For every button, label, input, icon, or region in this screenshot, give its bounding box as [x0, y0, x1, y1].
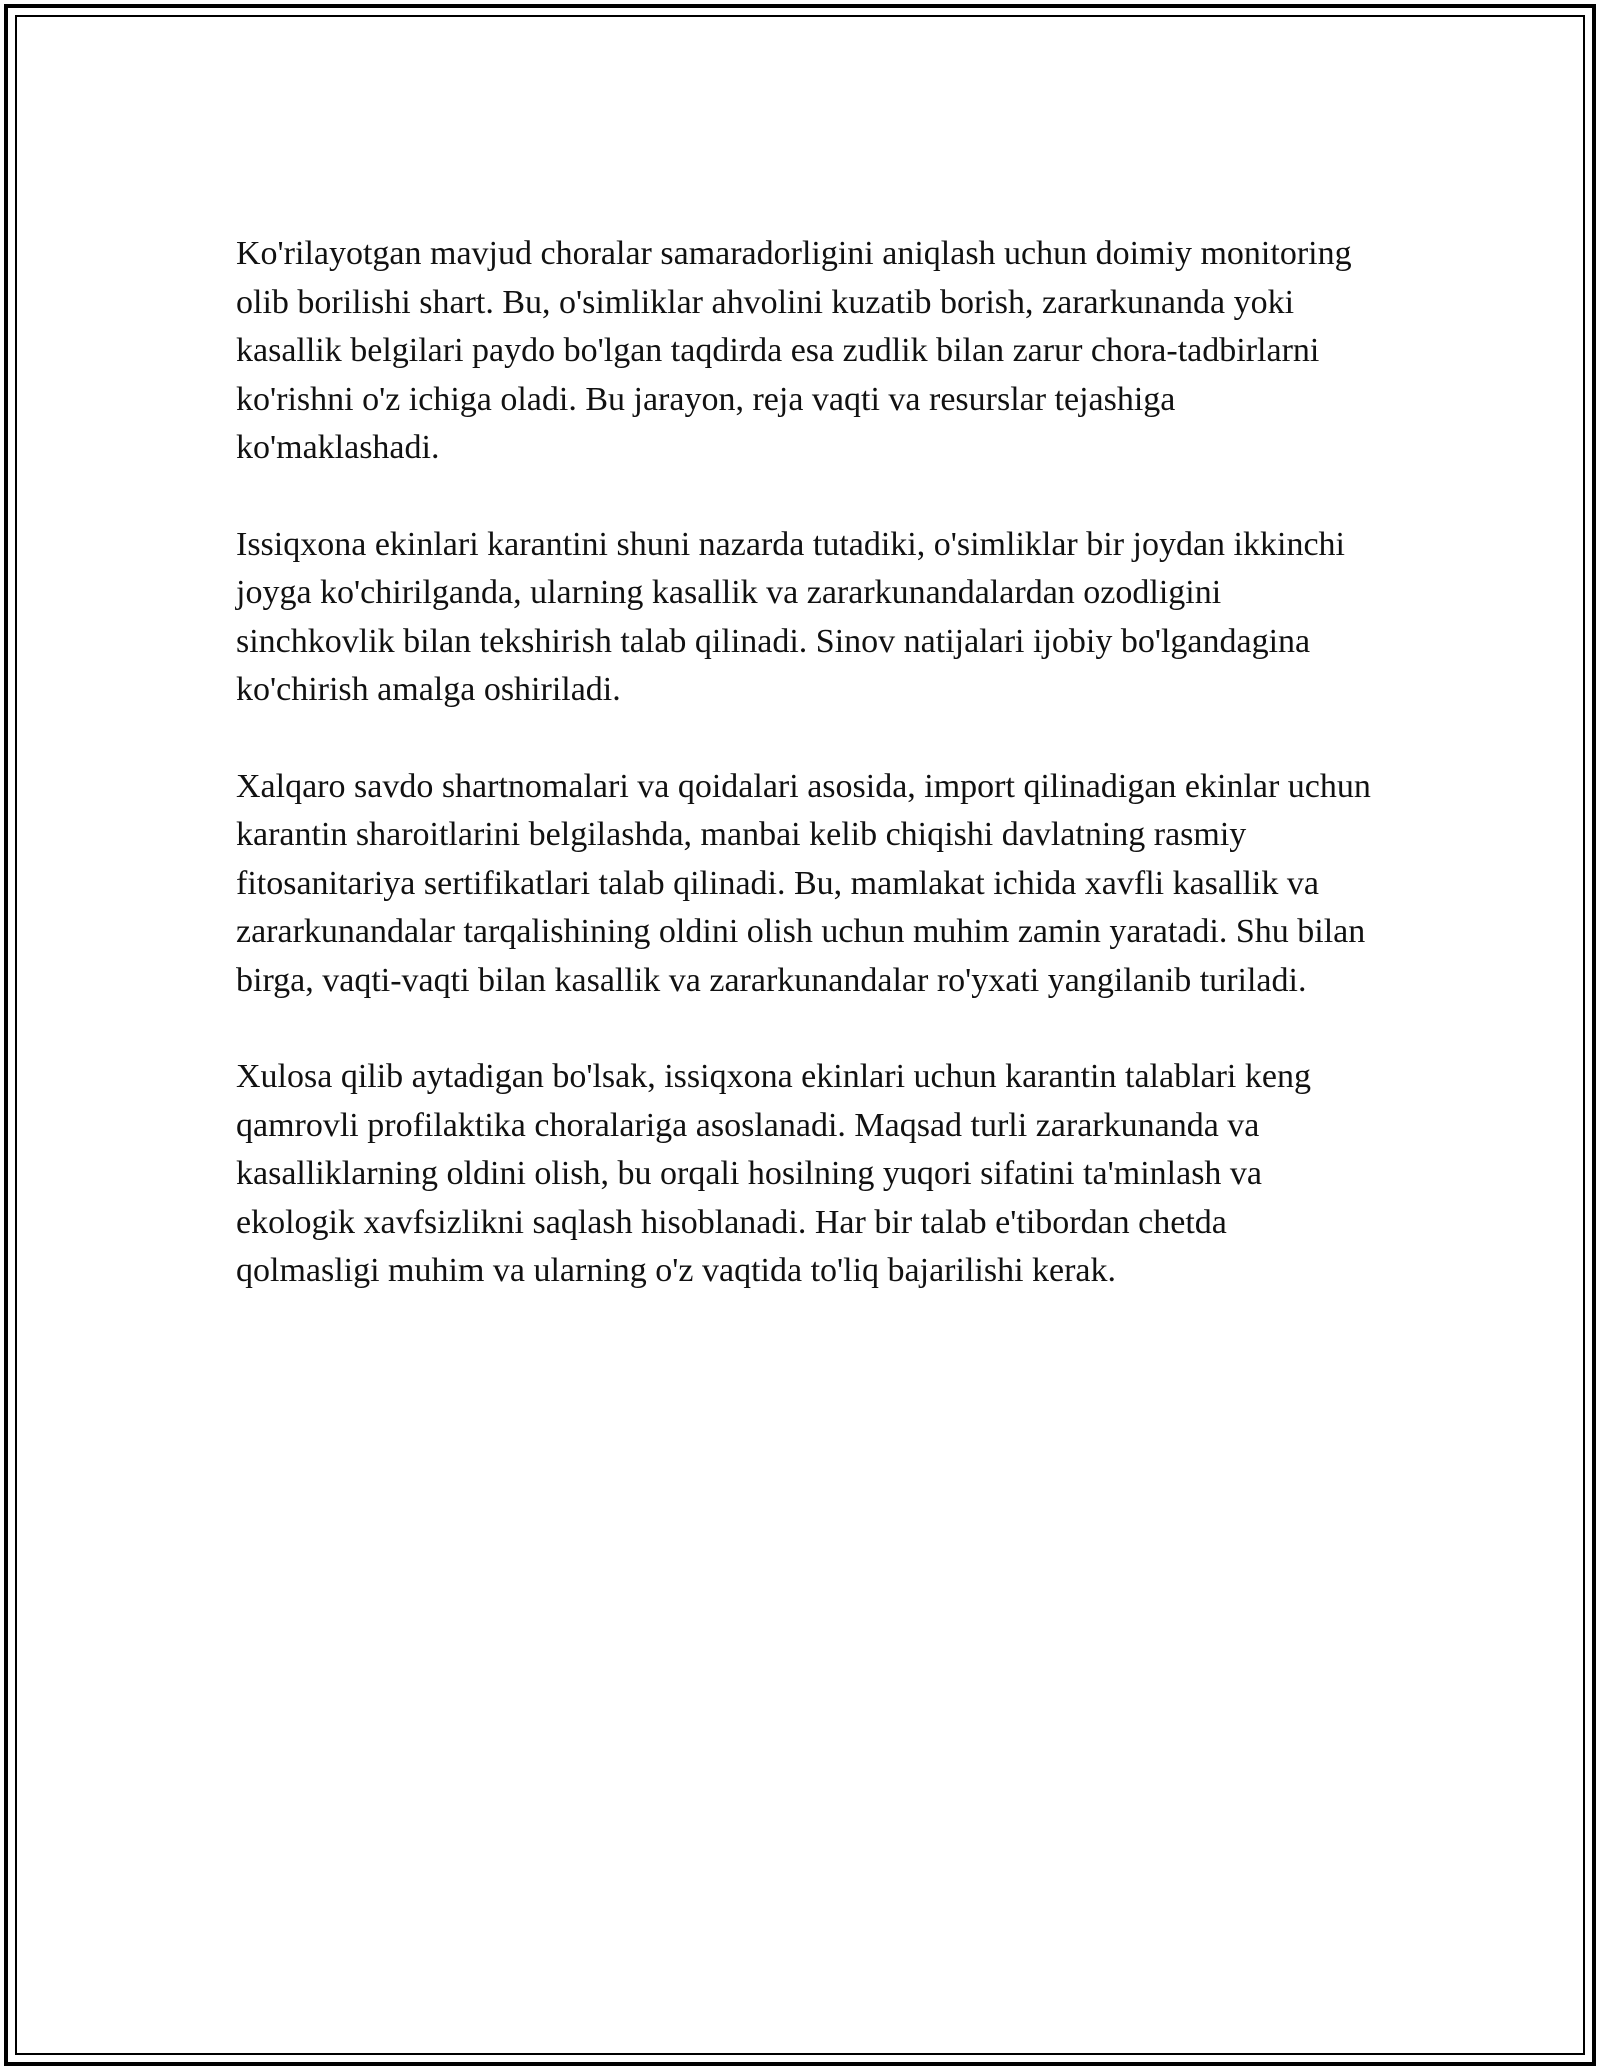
paragraph-monitoring: Ko'rilayotgan mavjud choralar samaradorligini aniqlash uchun doimiy monitoring olib borilishi shart. Bu, o'simliklar ahvolini kuzatib borish, zararkunanda yoki kasallik belgilari paydo bo'lgan taqdirda esa zudlik bilan zarur chora-tadbirlarni ko'rishni o'z ichiga oladi. Bu jarayon, reja vaqti va resurslar tejashiga ko'maklashadi.	[236, 235, 1352, 466]
paragraph-international-trade: Xalqaro savdo shartnomalari va qoidalari asosida, import qilinadigan ekinlar uchun karantin sharoitlarini belgilashda, manbai kelib chiqishi davlatning rasmiy fitosanitariya sertifikatlari talab qilinadi. Bu, mamlakat ichida xavfli kasallik va zararkunandalar tarqalishining oldini olish uchun muhim zamin yaratadi. Shu bilan birga, vaqti-vaqti bilan kasallik va zararkunandalar ro'yxati yangilanib turiladi.	[236, 767, 1371, 999]
paragraph-greenhouse-quarantine: Issiqxona ekinlari karantini shuni nazarda tutadiki, o'simliklar bir joydan ikkinchi joyga ko'chirilganda, ularning kasallik va zararkunandalardan ozodligini sinchkovlik bilan tekshirish talab qilinadi. Sinov natijalari ijobiy bo'lgandagina ko'chirish amalga oshiriladi.	[236, 525, 1345, 708]
paragraph-conclusion: Xulosa qilib aytadigan bo'lsak, issiqxona ekinlari uchun karantin talablari keng qamrovli profilaktika choralariga asoslanadi. Maqsad turli zararkunanda va kasalliklarning oldini olish, bu orqali hosilning yuqori sifatini ta'minlash va ekologik xavfsizlikni saqlash hisoblanadi. Har bir talab e'tibordan chetda qolmasligi muhim va ularning o'z vaqtida to'liq bajarilishi kerak.	[236, 1058, 1311, 1289]
document-body	[236, 230, 1376, 1344]
